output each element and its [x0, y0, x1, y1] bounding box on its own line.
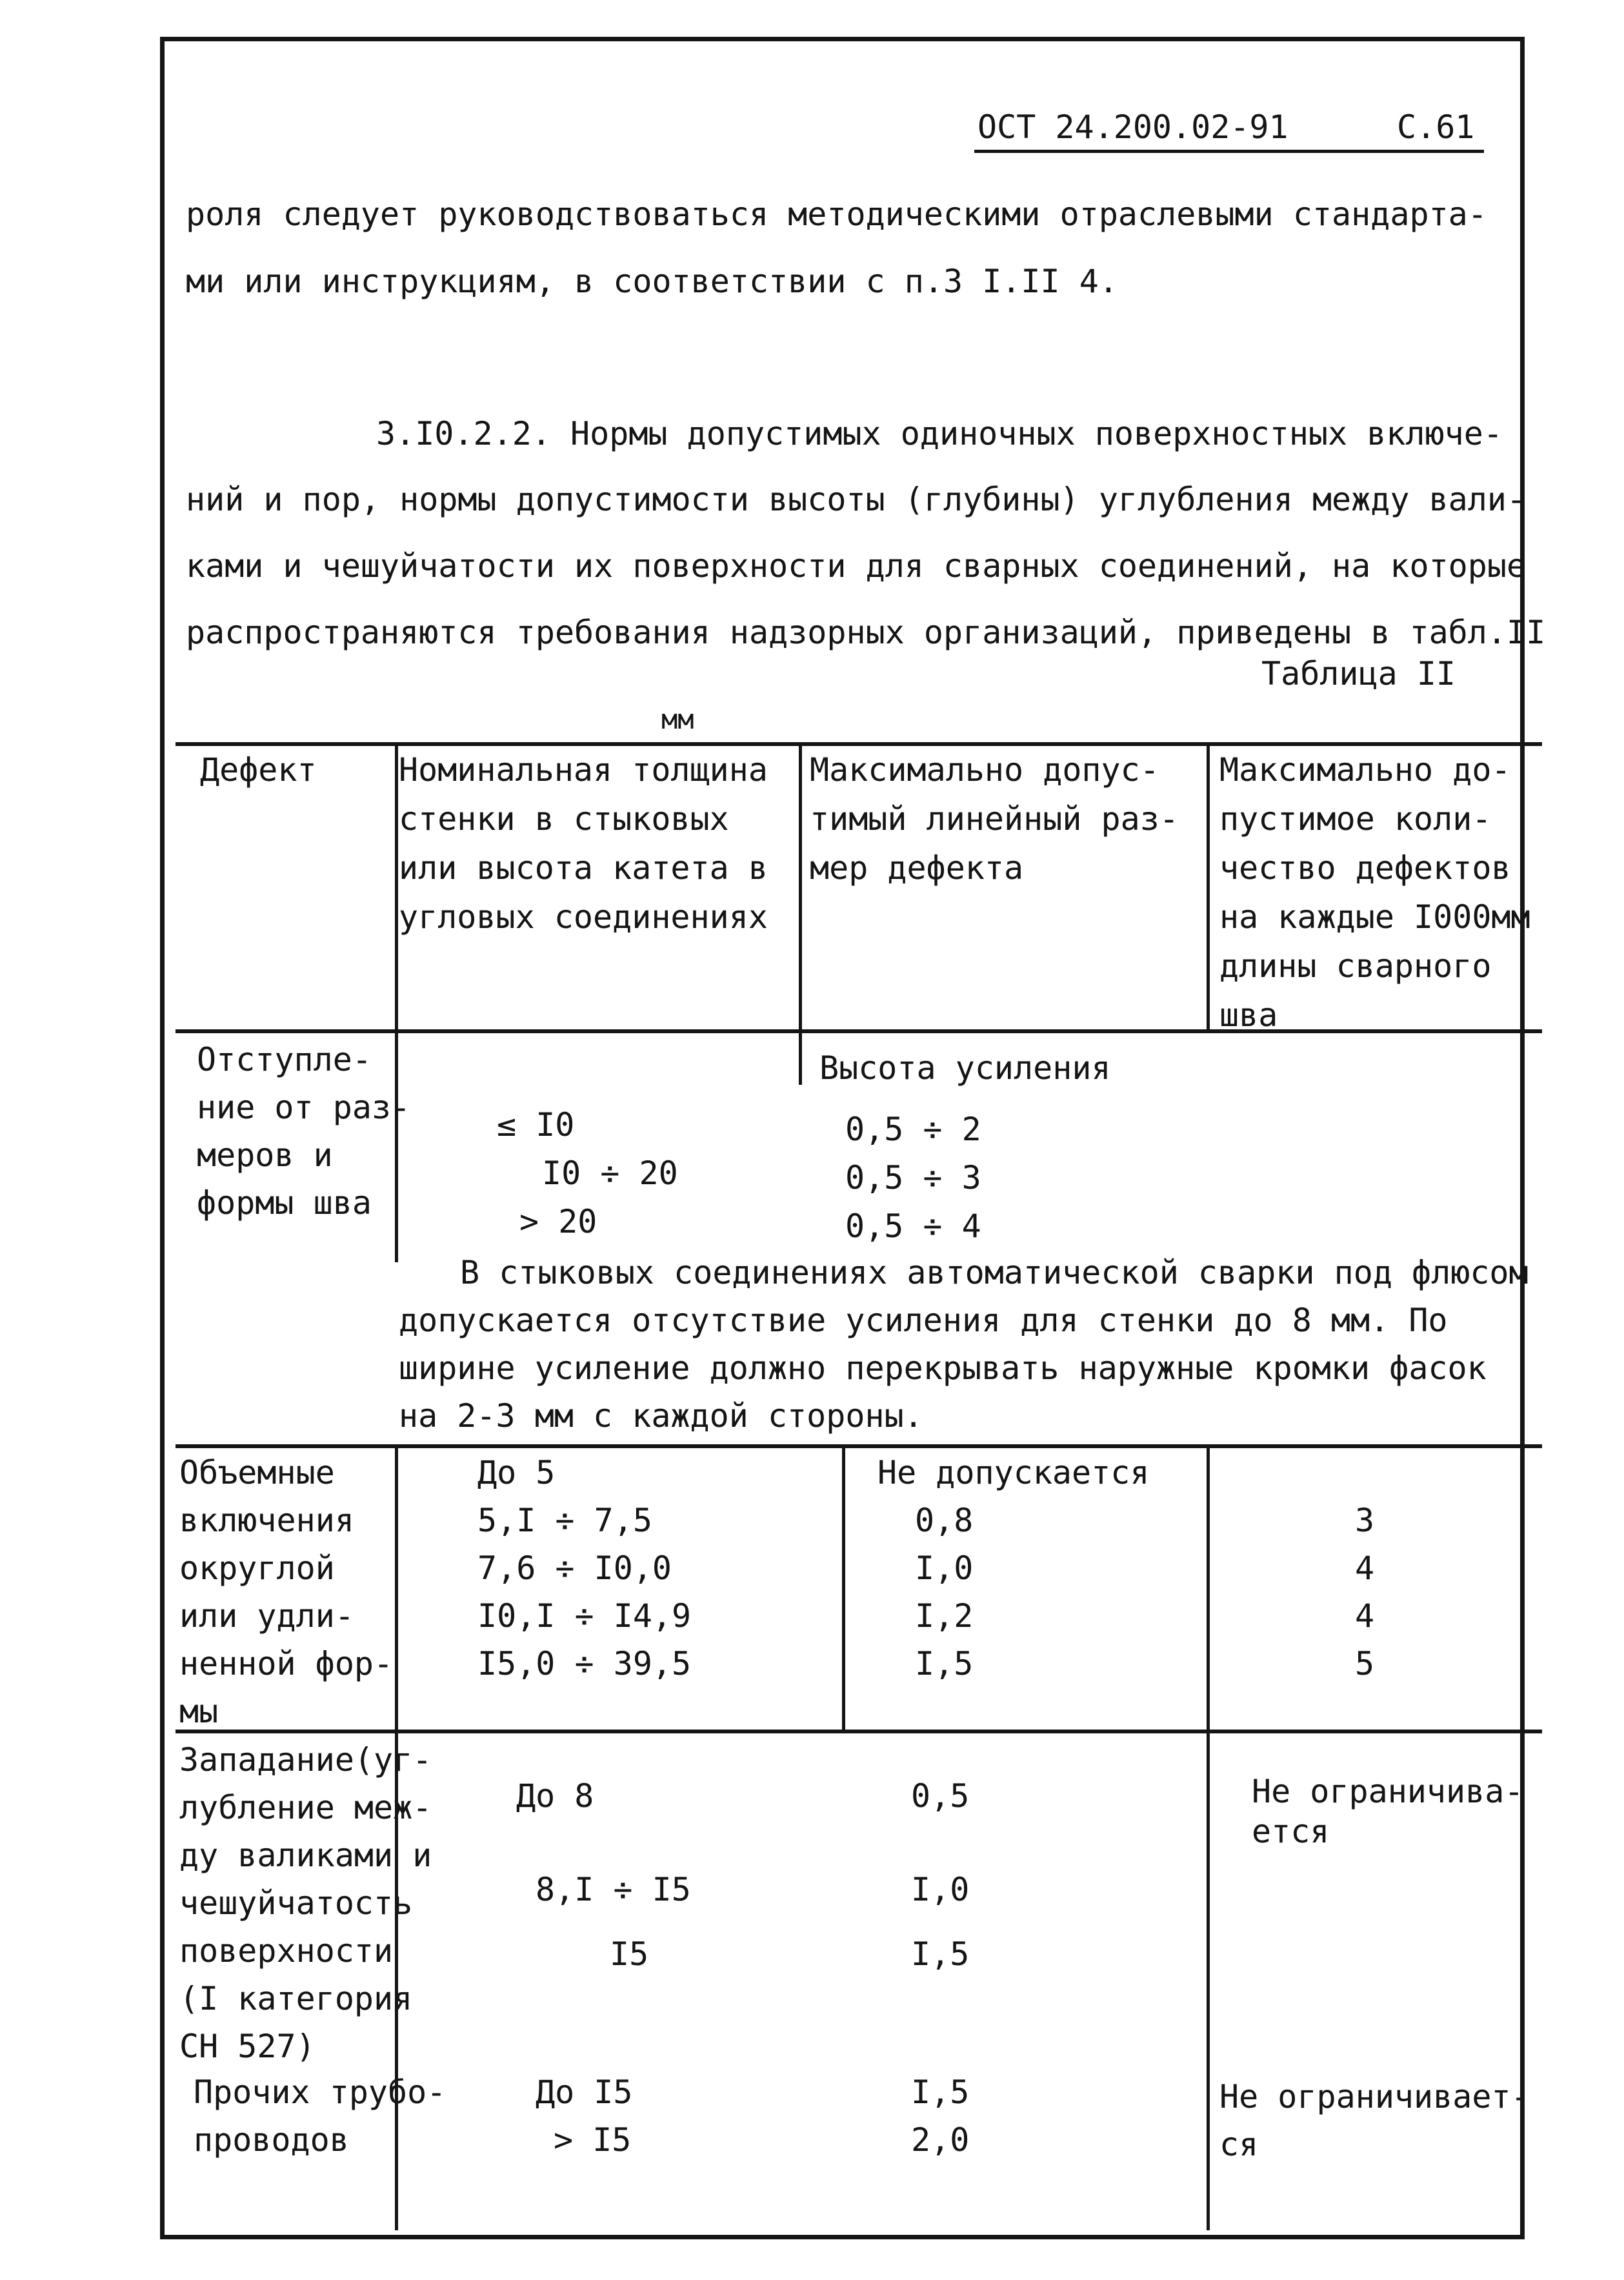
s3-thickness-1: До 8 [516, 1777, 594, 1815]
para-line-1: 3.I0.2.2. Нормы допустимых одиночных поверхностных включе- [376, 415, 1503, 452]
s2-counts: 3 4 4 5 [1355, 1502, 1375, 1682]
s3-size-3: I,5 [911, 1935, 970, 1973]
para-line-4: распространяются требования надзорных организаций, приведены в табл.II [186, 614, 1546, 651]
s3-size-1: 0,5 [911, 1777, 970, 1815]
s3-count: Не ограничива- ется [1252, 1773, 1524, 1850]
s3-size-2: I,0 [911, 1871, 970, 1908]
s2-defect: Объемные включения округлой или удли- ненной фор- мы [179, 1454, 394, 1730]
table-caption: Таблица II [1261, 655, 1456, 692]
s4-sizes: I,5 2,0 [911, 2073, 970, 2159]
col2-divider-s2 [842, 1448, 845, 1730]
s1-size-1: 0,5 ÷ 2 [845, 1111, 981, 1148]
col3-divider-s2 [1207, 1448, 1210, 1730]
intro-line-2: ми или инструкциям, в соответствии с п.3 I.II 4. [186, 263, 1118, 300]
s1-size-2: 0,5 ÷ 3 [845, 1159, 981, 1196]
document-code: ОСТ 24.200.02-91 [977, 108, 1288, 146]
col3-divider-s3 [1207, 1733, 1210, 2230]
s1-defect: Отступле- ние от раз- меров и формы шва [197, 1041, 411, 1222]
para-line-3: ками и чешуйчатости их поверхности для сварных соединений, на которые [186, 547, 1527, 585]
header-defect: Дефект [200, 751, 317, 789]
s4-thickness: До I5 > I5 [536, 2073, 633, 2159]
s1-note: В стыковых соединениях автоматической сварки под флюсом допускается отсутствие усиления для стенки до 8 мм. По ширине усиление должно перекрывать наружные кромки фасок на 2-3 мм с каждой стороны. [399, 1254, 1529, 1435]
section1-bottom-rule [175, 1444, 1542, 1448]
units-label: мм [661, 703, 694, 735]
header-max-size: Максимально допус- тимый линейный раз- мер дефекта [810, 751, 1179, 887]
col1-divider-s2 [395, 1448, 398, 1730]
intro-line-1: роля следует руководствоваться методическими отраслевыми стандарта- [186, 196, 1487, 233]
s1-thickness-1: ≤ I0 [497, 1106, 575, 1144]
page-number: С.61 [1397, 108, 1475, 146]
s1-thickness-3: > 20 [519, 1203, 597, 1240]
header-thickness: Номинальная толщина стенки в стыковых или высота катета в угловых соединениях [399, 751, 768, 936]
s2-thickness: До 5 5,I ÷ 7,5 7,6 ÷ I0,0 I0,I ÷ I4,9 I5,0 ÷ 39,5 [477, 1454, 692, 1682]
s4-count: Не ограничивает- ся [1219, 2078, 1530, 2163]
s1-subheader: Высота усиления [819, 1049, 1111, 1087]
col1-divider-header [395, 746, 398, 1029]
col3-divider-header [1207, 746, 1210, 1029]
col2-divider-s1 [799, 1033, 802, 1085]
s3-thickness-3: I5 [610, 1935, 649, 1973]
s3-thickness-2: 8,I ÷ I5 [536, 1871, 691, 1908]
header-underline [974, 150, 1484, 153]
s1-thickness-2: I0 ÷ 20 [542, 1155, 678, 1192]
header-max-count: Максимально до- пустимое коли- чество дефектов на каждые I000мм длины сварного шва [1219, 751, 1530, 1034]
para-line-2: ний и пор, нормы допустимости высоты (глубины) углубления между вали- [186, 481, 1527, 518]
s1-size-3: 0,5 ÷ 4 [845, 1207, 981, 1245]
s2-sizes: Не допускается 0,8 I,0 I,2 I,5 [877, 1454, 1150, 1682]
s3-defect: Западание(уг- лубление меж- ду валиками и чешуйчатость поверхности (I категория СН 527) [179, 1741, 432, 2065]
s4-defect: Прочих трубо- проводов [194, 2073, 446, 2159]
col2-divider-header [799, 746, 802, 1029]
